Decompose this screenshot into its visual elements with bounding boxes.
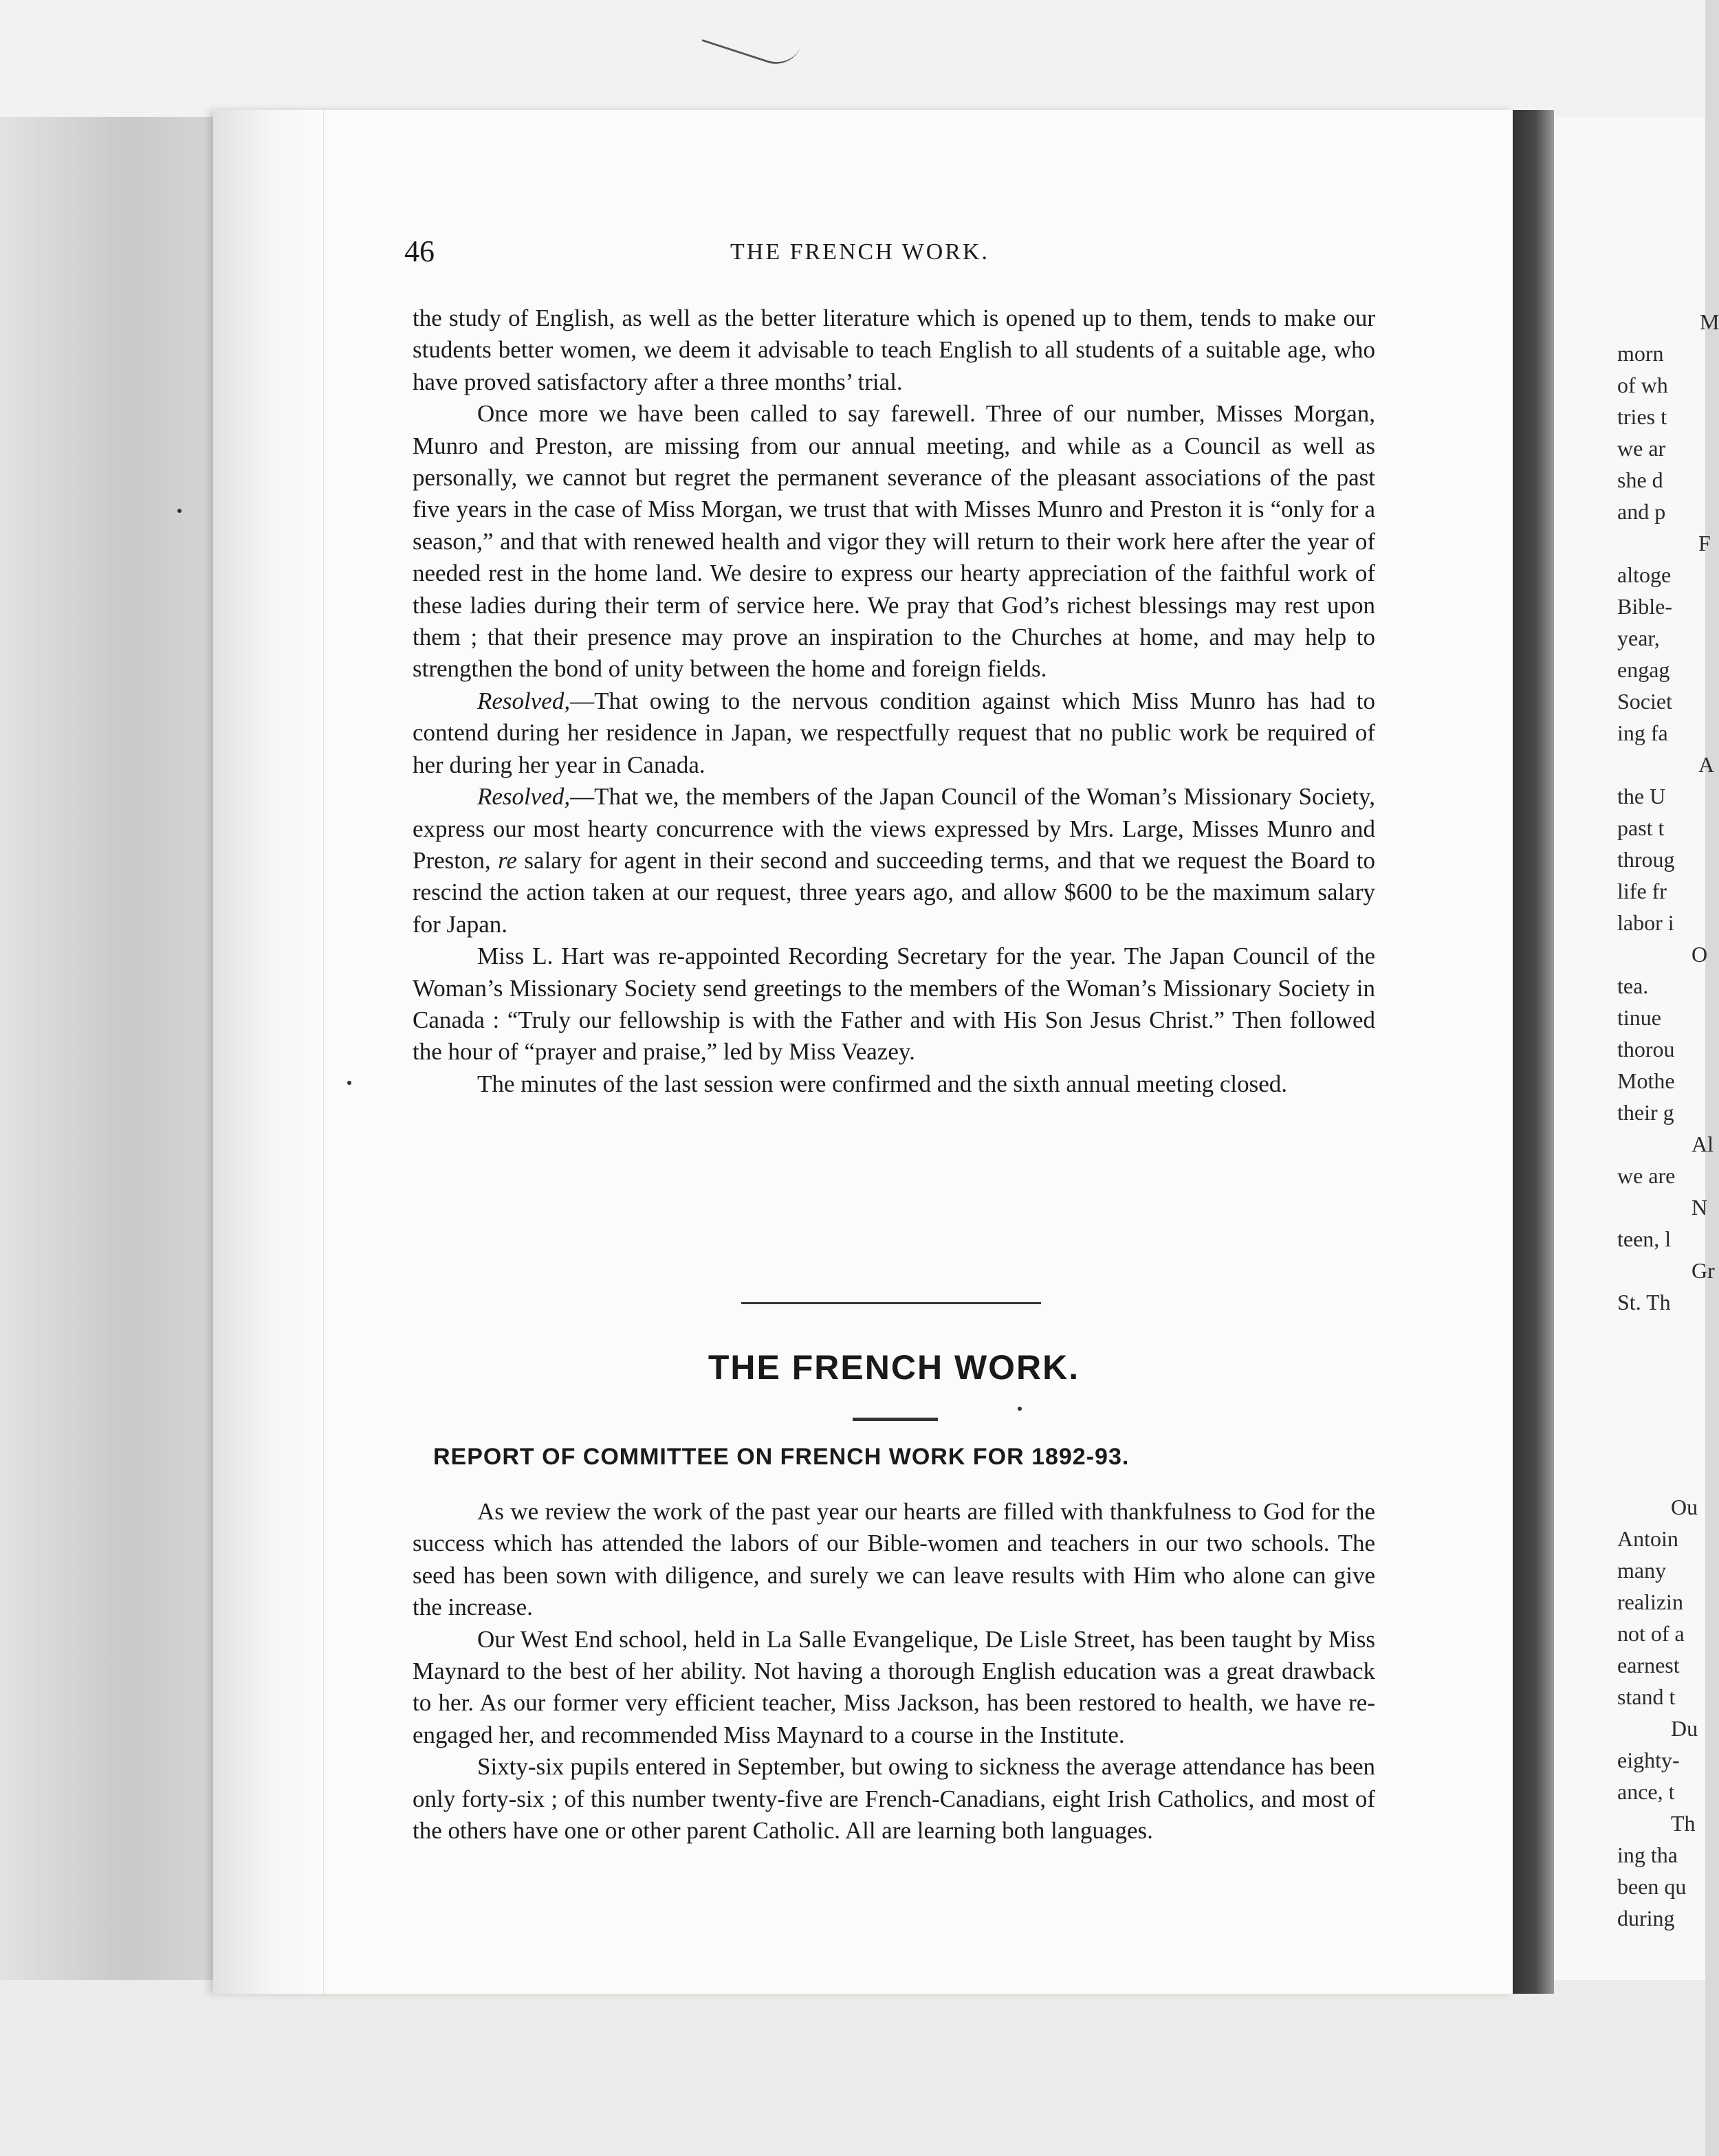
page-number: 46 — [404, 234, 435, 268]
facing-line: she d — [1617, 468, 1663, 492]
facing-line: during — [1617, 1906, 1675, 1930]
facing-line: Al — [1691, 1132, 1713, 1156]
re-italic: re — [498, 846, 518, 874]
facing-line: ing tha — [1617, 1842, 1678, 1867]
facing-line: tries t — [1617, 404, 1667, 429]
facing-line: stand t — [1617, 1684, 1676, 1709]
resolution-paragraph — [413, 685, 1375, 781]
facing-line: thorou — [1617, 1037, 1675, 1062]
paragraph: the study of English, as well as the better literature which is opened up to them, tends to make our students better women, we deem it advisable to teach English to all students of a suitable age, who have proved satisfactory after a three months’ trial. — [413, 305, 1375, 395]
paragraph: As we review the work of the past year our hearts are filled with thankfulness to God for the success which has attended the labors of our Bible-women and teachers in our two schools. The seed has been sown with diligence, and surely we can leave results with Him who alone can give the increase. — [413, 1498, 1375, 1621]
background-left — [0, 117, 213, 1980]
facing-line: O — [1691, 942, 1708, 967]
running-head: THE FRENCH WORK. — [730, 239, 989, 265]
paragraph: Miss L. Hart was re-appointed Recording Secretary for the year. The Japan Council of the Woman’s Missionary Society send greetings to the members of the Woman’s Missionary Society in Canada : “Truly our fellowship is with the Father and with His Son Jesus Christ.” Then followed the hour of “prayer and praise,” led by Miss Veazey. — [413, 943, 1375, 1066]
facing-line: Th — [1671, 1811, 1696, 1836]
facing-line: ance, t — [1617, 1779, 1675, 1804]
resolution-text: —That owing to the nervous condition against which Miss Munro has had to contend during her residence in Japan, we respectfully request that no public work be required of her during her year in Canada. — [413, 687, 1375, 778]
facing-line: past t — [1617, 815, 1665, 840]
facing-line: of wh — [1617, 373, 1668, 397]
facing-line: labor i — [1617, 910, 1674, 935]
facing-line: engag — [1617, 657, 1670, 682]
facing-line: year, — [1617, 626, 1660, 650]
facing-line: we are — [1617, 1163, 1676, 1188]
facing-line: morn — [1617, 341, 1664, 366]
speck — [347, 1081, 351, 1085]
facing-line: Societ — [1617, 689, 1672, 714]
paragraph: Sixty-six pupils entered in September, but owing to sickness the average attendance has been only forty-six ; of this number twenty-five are French-Canadians, eight Irish Catholics, and most of the others have one or other parent Catholic. All are learning both languages. — [413, 1753, 1375, 1845]
resolution-text: —That we, the members of the Japan Council of the Woman’s Missionary Society, express our most hearty concurrence with the views expressed by Mrs. Large, Misses Munro and Preston, — [413, 783, 1375, 874]
report-title: REPORT OF COMMITTEE ON FRENCH WORK FOR 1892-93. — [433, 1444, 1130, 1470]
facing-line: been qu — [1617, 1874, 1687, 1899]
facing-line: Gr — [1691, 1258, 1715, 1283]
facing-line: tinue — [1617, 1005, 1661, 1030]
section-title: THE FRENCH WORK. — [708, 1348, 1080, 1387]
facing-line: tea. — [1617, 974, 1649, 998]
resolution-text: salary for agent in their second and succeeding terms, and that we request the Board to rescind the action taken at our request, three years ago, and allow $600 to be the maximum salary for Japan. — [413, 846, 1376, 938]
facing-line: earnest — [1617, 1653, 1680, 1678]
speck — [1018, 1407, 1022, 1411]
facing-line: we ar — [1617, 436, 1666, 461]
facing-line: Mothe — [1617, 1068, 1675, 1093]
facing-line: N — [1691, 1195, 1708, 1220]
background-bottom — [0, 1980, 1705, 2156]
separator-rule — [741, 1302, 1041, 1304]
facing-line: M — [1700, 309, 1719, 334]
lower-body-text — [413, 1496, 1375, 1847]
page-gutter — [213, 110, 324, 1994]
facing-line: life fr — [1617, 879, 1667, 903]
facing-line: eighty- — [1617, 1748, 1680, 1772]
facing-line: Antoin — [1617, 1526, 1678, 1551]
background-top — [0, 0, 1705, 117]
resolution-paragraph — [413, 781, 1375, 940]
facing-line: St. Th — [1617, 1290, 1671, 1314]
resolved-label: Resolved, — [477, 687, 571, 714]
speck — [177, 509, 182, 513]
paragraph: Once more we have been called to say farewell. Three of our number, Misses Morgan, Munro and Preston, are missing from our annual meeting, and while as a Council as well as personally, we cannot but regret the permanent severance of the pleasant associations of the past five years in the case of Miss Morgan, we trust that with Misses Munro and Preston it is “only for a season,” and that with renewed health and vigor they will return to their work here after the year of needed rest in the home land. We desire to express our hearty appreciation of the faithful work of these ladies during their term of service here. We pray that God’s richest blessings may rest upon them ; that their presence may prove an inspiration to the Churches at home, and may help to strengthen the bond of unity between the home and foreign fields. — [413, 400, 1375, 683]
facing-line: F — [1698, 531, 1711, 556]
facing-line: teen, l — [1617, 1226, 1672, 1251]
facing-line: throug — [1617, 847, 1675, 872]
facing-line: the U — [1617, 784, 1666, 808]
resolved-label: Resolved, — [477, 783, 571, 811]
facing-line: realizin — [1617, 1590, 1683, 1614]
upper-body-text — [413, 302, 1375, 1100]
facing-line: their g — [1617, 1100, 1674, 1125]
facing-page-right — [1554, 117, 1719, 1980]
facing-line: not of a — [1617, 1621, 1685, 1646]
facing-line: A — [1698, 752, 1715, 777]
facing-line: ing fa — [1617, 720, 1668, 745]
facing-line: Ou — [1671, 1495, 1698, 1519]
facing-line: many — [1617, 1558, 1667, 1583]
facing-line: altoge — [1617, 562, 1672, 587]
short-rule — [853, 1418, 938, 1421]
paragraph: Our West End school, held in La Salle Evangelique, De Lisle Street, has been taught by Miss Maynard to the best of her ability. Not having a thorough English education was a great drawback to her. As our former very efficient teacher, Miss Jackson, has been restored to health, we have re-engaged her, and recommended Miss Maynard to a course in the Institute. — [413, 1625, 1375, 1748]
facing-line: Bible- — [1617, 594, 1672, 619]
paragraph: The minutes of the last session were confirmed and the sixth annual meeting closed. — [477, 1070, 1288, 1097]
facing-line: Du — [1671, 1716, 1698, 1741]
facing-line: and p — [1617, 499, 1666, 524]
